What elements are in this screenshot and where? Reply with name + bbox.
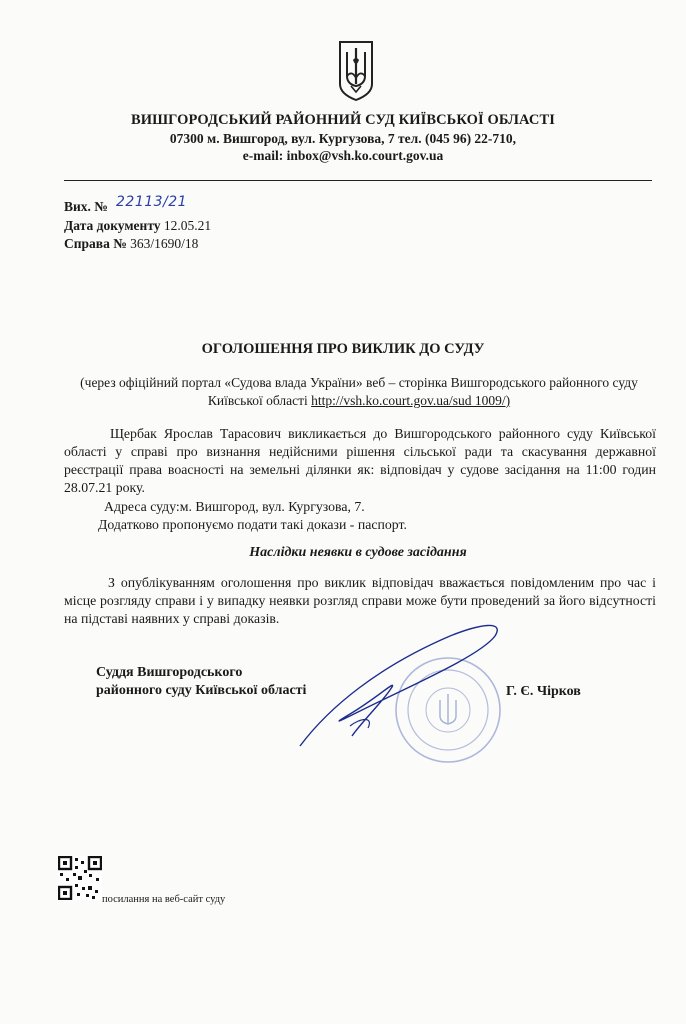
court-address-line: Адреса суду:м. Вишгород, вул. Кургузова, 7. bbox=[104, 499, 365, 514]
summons-paragraph: Щербак Ярослав Тарасович викликається до Вишгородського районного суду Київської області у справі про визнання недійсними рішення сільської ради та скасування державної реєстрації права воасності на земельні ділянки як: відповідач у судове засідання на 11:00 годин 28.07.21 року. bbox=[64, 426, 656, 495]
trident-emblem-icon bbox=[336, 40, 376, 102]
header-divider bbox=[64, 180, 652, 181]
date-value: 12.05.21 bbox=[163, 218, 212, 233]
consequences-title: Наслідки неявки в судове засідання bbox=[249, 545, 467, 560]
evidence-line: Додатково пропонуємо подати такі докази - паспорт. bbox=[98, 517, 407, 532]
outgoing-number bbox=[64, 199, 108, 215]
case-value: 363/1690/18 bbox=[130, 236, 199, 251]
judge-title-line2: районного суду Київської області bbox=[96, 683, 307, 698]
outgoing-label: Вих. № bbox=[64, 199, 108, 214]
handwritten-signature-icon bbox=[290, 606, 510, 756]
court-address: 07300 м. Вишгород, вул. Кургузова, 7 тел. (045 96) 22-710, bbox=[169, 131, 517, 146]
notice-subtitle bbox=[66, 374, 652, 410]
notice-title: ОГОЛОШЕННЯ ПРО ВИКЛИК ДО СУДУ bbox=[201, 341, 485, 357]
qr-code-icon[interactable] bbox=[58, 856, 102, 900]
subtitle-line1: (через офіційний портал «Судова влада України» веб – сторінка Вишгородського районного суду bbox=[80, 375, 638, 390]
case-label: Справа № bbox=[64, 236, 127, 251]
court-email: e-mail: inbox@vsh.ko.court.gov.ua bbox=[242, 148, 444, 163]
judge-name: Г. Є. Чірков bbox=[506, 684, 581, 699]
court-name: ВИШГОРОДСЬКИЙ РАЙОННИЙ СУД КИЇВСЬКОЇ ОБЛАСТІ bbox=[130, 112, 555, 128]
court-website-link[interactable]: http://vsh.ko.court.gov.ua/sud 1009/) bbox=[311, 393, 511, 408]
case-number bbox=[64, 236, 198, 252]
qr-code-label: посилання на веб-сайт суду bbox=[102, 894, 226, 905]
consequences-paragraph: З опублікуванням оголошення про виклик відповідач вважається повідомленим про час і місце розгляду справи і у випадку неявки розгляд справи може бути проведений за його відсутності на підставі наявних у справі доказів. bbox=[64, 575, 656, 626]
judge-title bbox=[96, 664, 306, 700]
outgoing-number-handwritten: 22113/21 bbox=[116, 194, 188, 210]
judge-title-line1: Суддя Вишгородського bbox=[96, 665, 243, 680]
subtitle-line2-prefix: Київської області bbox=[207, 393, 312, 408]
date-label: Дата документу bbox=[64, 218, 161, 233]
document-date bbox=[64, 218, 211, 234]
